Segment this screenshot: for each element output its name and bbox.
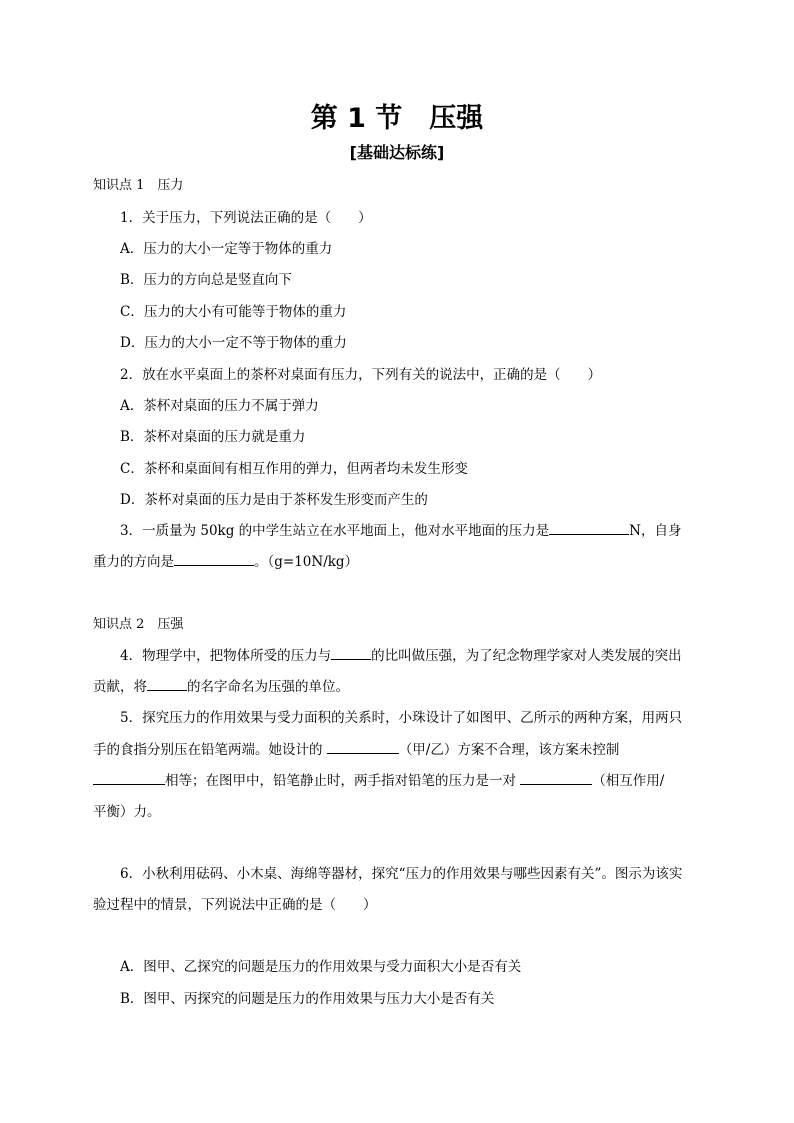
question-5-blank-1[interactable] <box>327 741 399 754</box>
question-5-blank-3[interactable] <box>520 772 592 785</box>
question-3-line-1 <box>120 522 681 540</box>
section-heading-1: 知识点 1 压力 <box>93 178 184 193</box>
question-1-option-a: A．压力的大小一定等于物体的重力 <box>120 241 333 257</box>
question-1-stem: 1．关于压力，下列说法正确的是（ ） <box>120 210 372 226</box>
question-4-text-1: 4．物理学中，把物体所受的压力与 <box>120 648 332 664</box>
question-2-option-c: C．茶杯和桌面间有相互作用的弹力，但两者均未发生形变 <box>120 461 468 477</box>
question-2-option-b: B．茶杯对桌面的压力就是重力 <box>120 429 306 445</box>
question-4-text-3: 贡献，将 <box>93 679 147 695</box>
question-3-blank-2[interactable] <box>174 553 254 566</box>
question-5-line-3 <box>93 772 664 790</box>
section-heading-2: 知识点 2 压强 <box>93 617 184 632</box>
question-1-option-b: B．压力的方向总是竖直向下 <box>120 272 292 288</box>
question-5-text-3: 相等；在图甲中，铅笔静止时，两手指对铅笔的压力是一对 <box>165 773 521 789</box>
question-6-line-1: 6．小秋利用砝码、小木桌、海绵等器材，探究“压力的作用效果与哪些因素有关”。图示为该实 <box>120 866 683 882</box>
question-4-text-4: 的名字命名为压强的单位。 <box>187 679 349 695</box>
question-5-blank-2[interactable] <box>93 772 165 785</box>
question-3-line-2 <box>93 553 358 571</box>
question-2-option-a: A．茶杯对桌面的压力不属于弹力 <box>120 398 319 414</box>
page-title: 第 1 节 压强 <box>310 103 484 134</box>
question-1-option-c: C．压力的大小有可能等于物体的重力 <box>120 304 347 320</box>
question-6-option-a: A．图甲、乙探究的问题是压力的作用效果与受力面积大小是否有关 <box>120 959 522 975</box>
question-3-text-4: 。（g=10N/kg） <box>254 554 359 570</box>
question-5-text-4: （相互作用/ <box>592 773 665 789</box>
question-3-text-1: 3．一质量为 50kg 的中学生站立在水平地面上，他对水平地面的压力是 <box>120 523 550 539</box>
question-5-line-4: 平衡）力。 <box>93 804 161 820</box>
question-4-line-1 <box>120 647 682 665</box>
question-5-text-1: 手的食指分别压在铅笔两端。她设计的 <box>93 742 327 758</box>
page-subtitle: [基础达标练] <box>349 143 445 162</box>
question-5-line-2 <box>93 741 619 759</box>
question-3-blank-1[interactable] <box>549 522 629 535</box>
question-3-text-3: 重力的方向是 <box>93 554 174 570</box>
question-1-option-d: D．压力的大小一定不等于物体的重力 <box>120 335 347 351</box>
question-5-line-1: 5．探究压力的作用效果与受力面积的关系时，小珠设计了如图甲、乙所示的两种方案，用两只 <box>120 710 683 726</box>
question-6-option-b: B．图甲、丙探究的问题是压力的作用效果与压力大小是否有关 <box>120 991 495 1007</box>
question-4-blank-2[interactable] <box>147 678 187 691</box>
question-2-option-d: D．茶杯对桌面的压力是由于茶杯发生形变而产生的 <box>120 492 428 508</box>
question-5-text-2: （甲/乙）方案不合理，该方案未控制 <box>398 742 620 758</box>
question-4-blank-1[interactable] <box>331 647 371 660</box>
question-2-stem: 2．放在水平桌面上的茶杯对桌面有压力，下列有关的说法中，正确的是（ ） <box>120 367 602 383</box>
question-3-text-2: N，自身 <box>629 523 682 539</box>
question-4-text-2: 的比叫做压强，为了纪念物理学家对人类发展的突出 <box>371 648 682 664</box>
question-6-line-2: 验过程中的情景，下列说法中正确的是（ ） <box>93 897 377 913</box>
question-4-line-2 <box>93 678 349 696</box>
